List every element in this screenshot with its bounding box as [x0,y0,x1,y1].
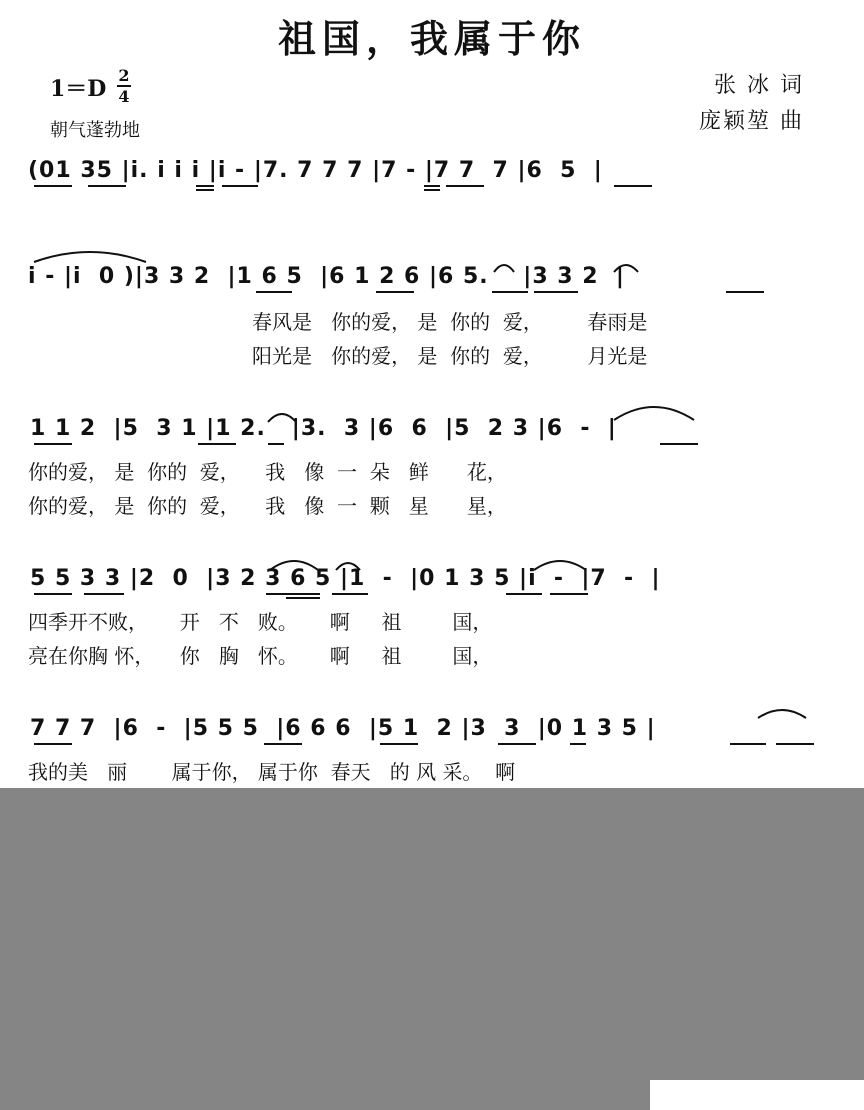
lyrics-2-verse-2: 阳光是 你的爱， 是 你的 爱， 月光是 [252,344,648,368]
lyricist-credit: 张 冰 词 [714,73,804,98]
notation-system-4: 5 5 3 3 |2 0 |3 2 3 6 5 |1 - |0 1 3 5 |i - |7 - | [30,566,661,591]
white-corner-block [650,1080,864,1110]
tie-arc [34,252,146,262]
slur-arc [614,407,694,420]
composer-credit: 庞颖堃 曲 [699,109,804,134]
song-title: 祖国，我属于你 [277,16,586,61]
lyrics-4-verse-1: 四季开不败， 开 不 败。 啊 祖 国， [28,610,493,634]
notation-system-5: 7 7 7 |6 - |5 5 5 |6 6 6 |5 1 2 |3 3 |0 1 3 5 | [30,716,656,741]
gray-occluding-block [0,788,864,1110]
key-signature: 1＝D [50,76,107,102]
lyrics-5-verse-1: 我的美 丽 属于你， 属于你 春天 的 风 采。 啊 [28,760,516,784]
slur-arc [270,561,318,570]
slur-arc [336,563,360,570]
notation-system-2: i - |i 0 )|3 3 2 |1 6 5 |6 1 2 6 |6 5. |3 3 2 | [28,264,625,289]
lyrics-3-verse-2: 你的爱， 是 你的 爱， 我 像 一 颗 星 星， [28,494,507,518]
slur-arc [534,561,586,570]
slur-arc [614,265,638,272]
slur-arc [758,710,806,718]
lyrics-2-verse-1: 春风是 你的爱， 是 你的 爱， 春雨是 [252,310,648,334]
notation-system-3: 1 1 2 |5 3 1 |1 2. |3. 3 |6 6 |5 2 3 |6 - | [30,416,617,441]
lyrics-4-verse-2: 亮在你胸 怀， 你 胸 怀。 啊 祖 国， [28,644,493,668]
slur-arc [268,414,296,422]
tempo-marking: 朝气蓬勃地 [50,120,140,141]
meter-top: 2 [118,66,130,85]
slur-arc [494,265,514,272]
lyrics-3-verse-1: 你的爱， 是 你的 爱， 我 像 一 朵 鲜 花， [28,460,507,484]
notation-system-1: (01 35 |i. i i i |i - |7. 7 7 7 |7 - |7 7 7 |6 5 | [28,158,603,183]
meter-bottom: 4 [118,87,130,106]
